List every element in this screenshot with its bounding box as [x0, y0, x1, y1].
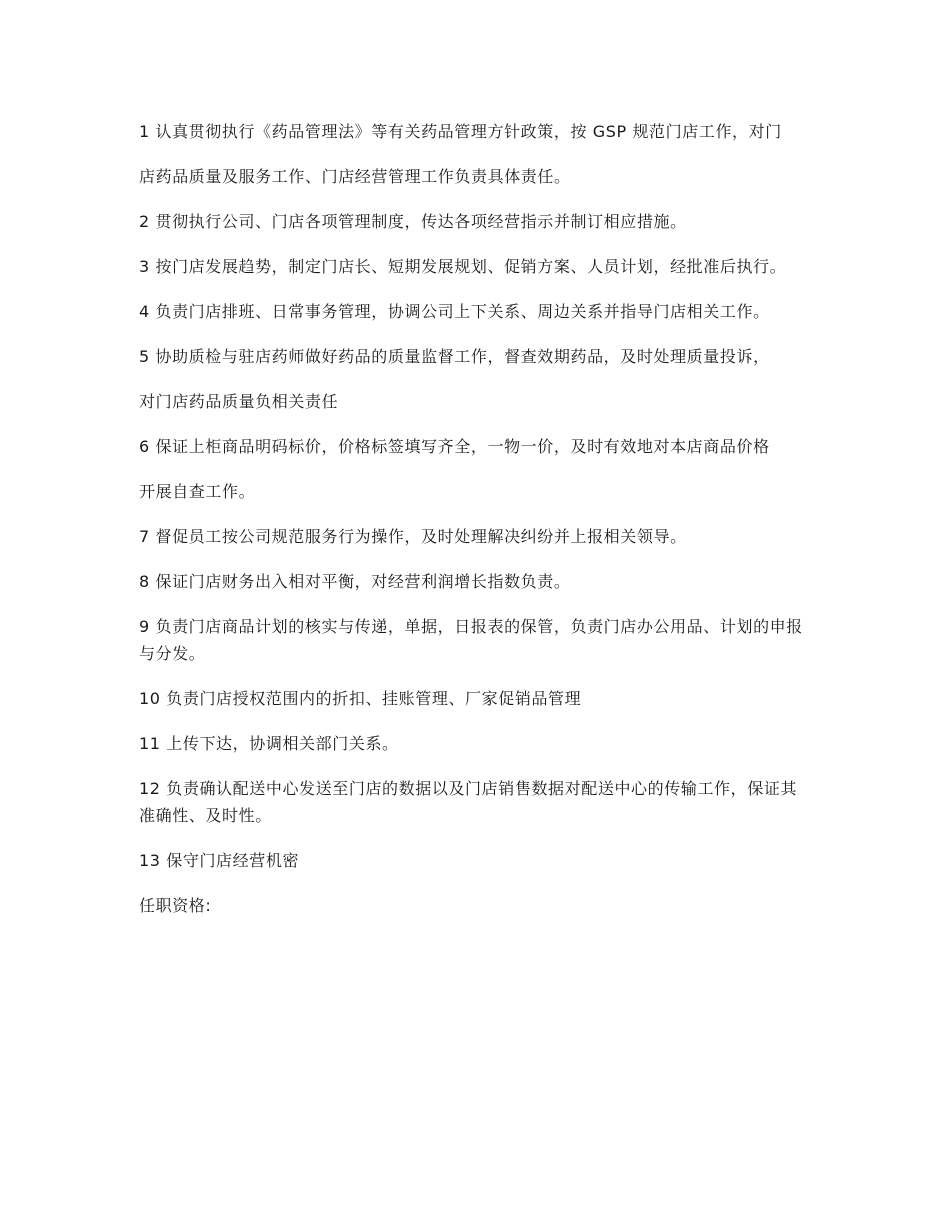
paragraph-duty-8: 8 保证门店财务出入相对平衡，对经营利润增长指数负责。 [139, 572, 571, 591]
paragraph-duty-10: 10 负责门店授权范围内的折扣、挂账管理、厂家促销品管理 [139, 689, 582, 708]
paragraph-duty-3: 3 按门店发展趋势，制定门店长、短期发展规划、促销方案、人员计划，经批准后执行。 [139, 257, 787, 276]
paragraph-duty-1-continued: 店药品质量及服务工作、门店经营管理工作负责具体责任。 [139, 167, 571, 186]
paragraph-duty-6-continued: 开展自查工作。 [139, 482, 256, 501]
paragraph-duty-5: 5 协助质检与驻店药师做好药品的质量监督工作，督查效期药品，及时处理质量投诉， [139, 347, 770, 366]
document-body [139, 118, 811, 937]
paragraph-duty-12: 12 负责确认配送中心发送至门店的数据以及门店销售数据对配送中心的传输工作，保证其准确性、及时性。 [139, 779, 798, 825]
paragraph-duty-13: 13 保守门店经营机密 [139, 851, 300, 870]
paragraph-duty-7: 7 督促员工按公司规范服务行为操作，及时处理解决纠纷并上报相关领导。 [139, 527, 687, 546]
paragraph-duty-9: 9 负责门店商品计划的核实与传递，单据，日报表的保管，负责门店办公用品、计划的申报与分发。 [139, 617, 803, 663]
paragraph-duty-11: 11 上传下达，协调相关部门关系。 [139, 734, 399, 753]
section-heading-qualifications: 任职资格: [139, 896, 212, 915]
paragraph-duty-1: 1 认真贯彻执行《药品管理法》等有关药品管理方针政策，按 GSP 规范门店工作，对门 [139, 122, 782, 141]
paragraph-duty-2: 2 贯彻执行公司、门店各项管理制度，传达各项经营指示并制订相应措施。 [139, 212, 687, 231]
paragraph-duty-5-continued: 对门店药品质量负相关责任 [139, 392, 339, 411]
paragraph-duty-6: 6 保证上柜商品明码标价，价格标签填写齐全，一物一价，及时有效地对本店商品价格 [139, 437, 770, 456]
paragraph-duty-4: 4 负责门店排班、日常事务管理，协调公司上下关系、周边关系并指导门店相关工作。 [139, 302, 770, 321]
